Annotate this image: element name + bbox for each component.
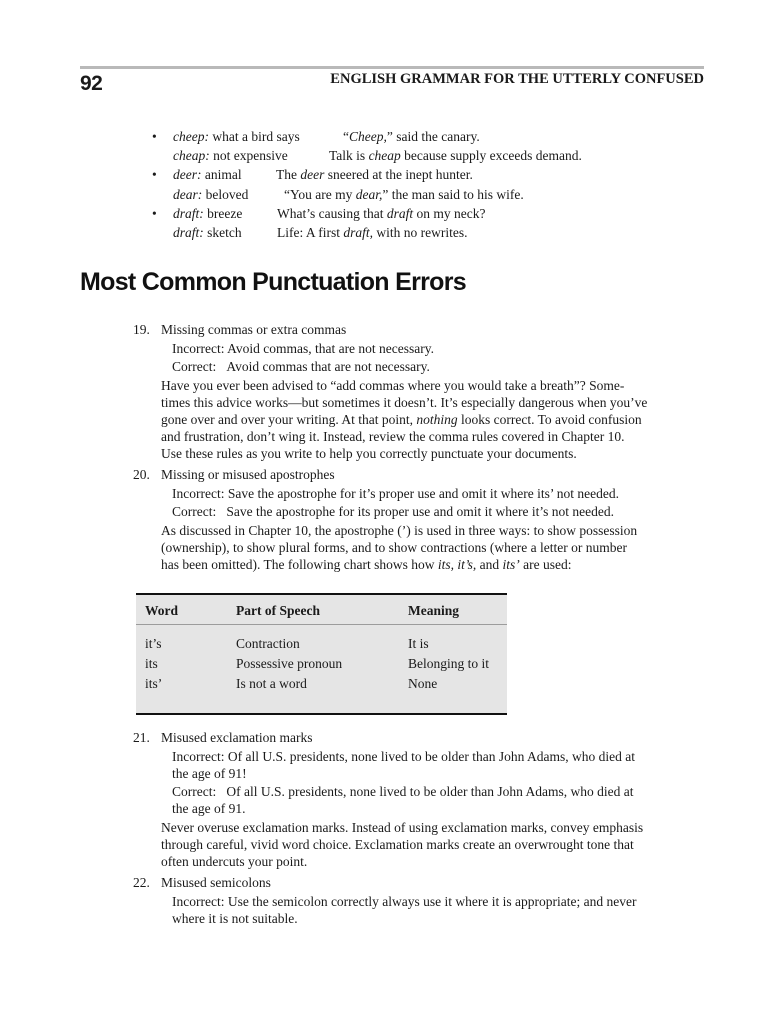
definition: animal: [201, 167, 242, 183]
section-title: Most Common Punctuation Errors: [80, 268, 466, 296]
error-item-21: [133, 729, 704, 870]
apostrophe-table: [136, 593, 507, 715]
example-sentence: The deer sneered at the inept hunter.: [276, 167, 473, 183]
table-header: Meaning: [408, 603, 460, 618]
table-cell: Possessive pronoun: [236, 656, 343, 671]
definition: beloved: [202, 186, 249, 202]
table-cell: It is: [408, 636, 429, 651]
example-sentence: Talk is cheap because supply exceeds demand.: [329, 148, 582, 164]
table-cell: it’s: [145, 636, 162, 651]
term: dear:: [173, 186, 203, 202]
explanation-paragraph: Have you ever been advised to “add commas where you would take a breath”? Some- times this advice works—but sometimes it doesn’t. It’s especially dangerous when you’ve gone over and over your writing. At that point, nothing looks correct. To avoid confusion and frustration, don’t wing it. Instead, review the comma rules covered in Chapter 10. Use these rules as you write to help you correctly punctuate your documents.: [161, 377, 648, 461]
term: cheep:: [173, 129, 209, 144]
table-cell: Belonging to it: [408, 656, 489, 671]
table-divider: [136, 624, 507, 625]
table-cell: None: [408, 676, 438, 691]
error-item-20: [133, 466, 704, 573]
correct-label: Correct:: [172, 504, 217, 519]
correct-label: Correct:: [172, 359, 217, 374]
error-item-22: [133, 874, 704, 927]
incorrect-example: Incorrect: Save the apostrophe for it’s proper use and omit it where its’ not needed.: [172, 485, 619, 501]
explanation-paragraph: Never overuse exclamation marks. Instead of using exclamation marks, convey emphasis through careful, vivid word choice. Exclamation marks create an overwrought tone that often undercuts your point.: [161, 819, 644, 869]
table-cell: its: [145, 656, 158, 671]
item-title: Misused exclamation marks: [161, 730, 313, 745]
table-cell: Is not a word: [236, 676, 307, 691]
incorrect-example: Incorrect: Avoid commas, that are not necessary.: [172, 340, 435, 356]
table-header: Word: [145, 603, 179, 618]
page-number: 92: [80, 72, 103, 95]
definition: breeze: [203, 205, 243, 221]
item-number: 20.: [133, 467, 150, 482]
incorrect-example: Incorrect: Of all U.S. presidents, none lived to be older than John Adams, who died at the age of 91!: [172, 748, 636, 781]
item-number: 21.: [133, 730, 150, 745]
example-sentence: “Cheep,” said the canary.: [343, 129, 480, 144]
term: draft:: [173, 224, 204, 240]
header-rule: [80, 66, 704, 69]
running-head: ENGLISH GRAMMAR FOR THE UTTERLY CONFUSED: [330, 71, 704, 87]
item-number: 22.: [133, 875, 150, 890]
bullet: •: [152, 167, 157, 183]
correct-label: Correct:: [172, 784, 217, 799]
definition: sketch: [203, 224, 242, 240]
term: cheap:: [173, 148, 210, 164]
bullet: •: [152, 205, 157, 221]
item-title: Missing commas or extra commas: [161, 322, 347, 337]
term: draft:: [173, 205, 204, 221]
term: deer:: [173, 167, 202, 183]
definition: what a bird says: [208, 129, 300, 144]
error-item-19: [133, 321, 704, 462]
item-title: Missing or misused apostrophes: [161, 467, 335, 482]
correct-example: Correct: Save the apostrophe for its proper use and omit it where it’s not needed.: [172, 504, 615, 519]
item-number: 19.: [133, 322, 150, 337]
incorrect-example: Incorrect: Use the semicolon correctly always use it where it is appropriate; and never where it is not suitable.: [172, 893, 637, 926]
table-cell: its’: [145, 676, 163, 691]
table-header: Part of Speech: [236, 603, 320, 618]
definition: not expensive: [209, 148, 288, 164]
example-sentence: What’s causing that draft on my neck?: [277, 205, 486, 221]
example-sentence: “You are my dear,” the man said to his wife.: [284, 186, 524, 202]
bullet: •: [152, 129, 157, 144]
item-title: Misused semicolons: [161, 875, 271, 890]
explanation-paragraph: As discussed in Chapter 10, the apostrophe (’) is used in three ways: to show possession (ownership), to show plural forms, and to show contractions (where a letter or number has been omitted). The following chart shows how its, it’s, and its’ are used:: [161, 522, 638, 572]
correct-example: Correct: Avoid commas that are not necessary.: [172, 359, 430, 374]
table-cell: Contraction: [236, 636, 300, 651]
example-sentence: Life: A first draft, with no rewrites.: [277, 224, 468, 240]
correct-example: Correct: Of all U.S. presidents, none lived to be older than John Adams, who died at the age of 91.: [172, 784, 634, 816]
